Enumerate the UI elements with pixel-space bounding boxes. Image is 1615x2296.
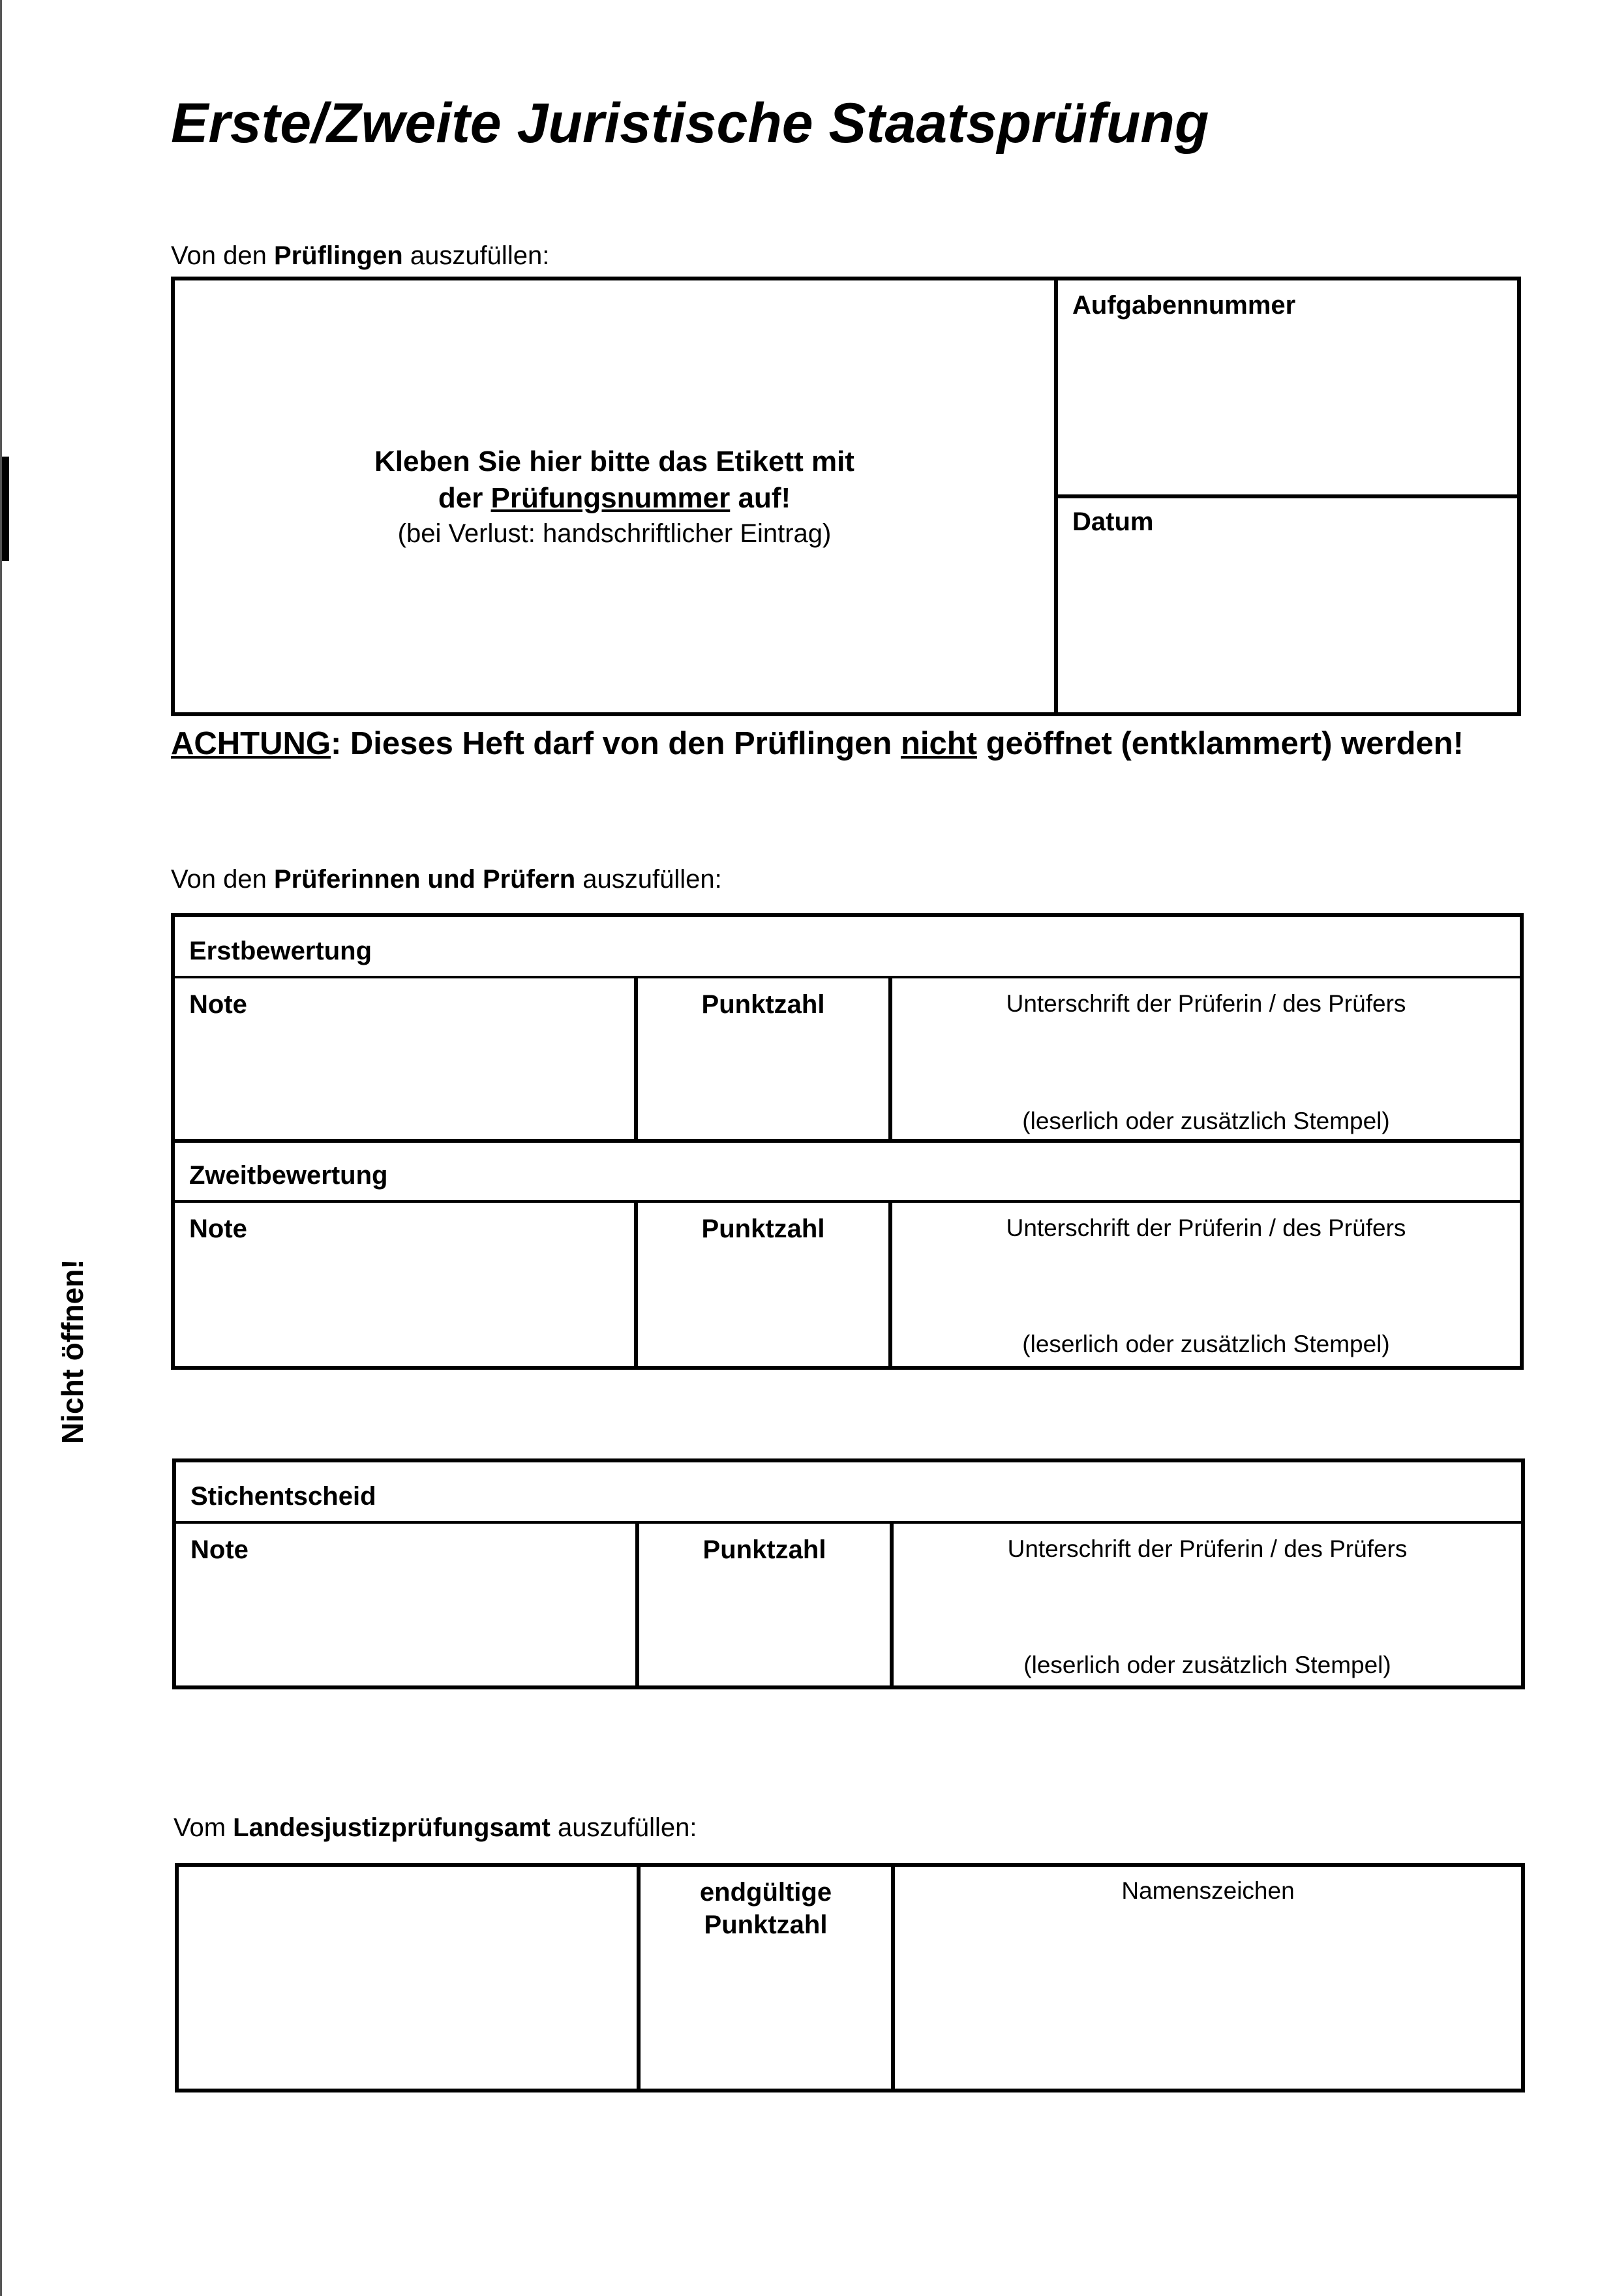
first-points-field[interactable] — [638, 978, 888, 1139]
tiebreak-signature-label: Unterschrift der Prüferin / des Prüfers — [1007, 1535, 1408, 1562]
scan-edge-mark — [0, 0, 2, 2296]
office-section-label: Vom Landesjustizprüfungsamt auszufüllen: — [174, 1813, 697, 1842]
examiner-section-label: Von den Prüferinnen und Prüfern auszufüllen: — [171, 865, 722, 894]
sticker-line-1: Kleben Sie hier bitte das Etikett mit — [374, 446, 854, 477]
second-points-field[interactable] — [638, 1203, 888, 1366]
tiebreak-signature-field[interactable] — [894, 1524, 1521, 1685]
task-number-label: Aufgabennummer — [1072, 291, 1296, 320]
second-signature-note: (leserlich oder zusätzlich Stempel) — [1022, 1331, 1390, 1357]
date-label: Datum — [1072, 507, 1154, 536]
first-points-label: Punktzahl — [701, 990, 825, 1019]
initials-label: Namenszeichen — [1121, 1877, 1295, 1904]
tiebreak-grade-field[interactable] — [176, 1524, 635, 1685]
divider — [171, 1139, 1524, 1143]
tiebreak-points-field[interactable] — [639, 1524, 890, 1685]
second-signature-label: Unterschrift der Prüferin / des Prüfers — [1006, 1215, 1406, 1241]
first-evaluation-heading: Erstbewertung — [189, 937, 372, 965]
second-grade-label: Note — [189, 1215, 247, 1243]
second-signature-field[interactable] — [892, 1203, 1520, 1366]
tiebreak-grade-label: Note — [190, 1535, 249, 1564]
office-blank-field[interactable] — [179, 1867, 637, 2089]
sticker-line-3: (bei Verlust: handschriftlicher Eintrag) — [397, 519, 832, 548]
warning-text: ACHTUNG: Dieses Heft darf von den Prüflingen nicht geöffnet (entklammert) werden! — [171, 726, 1464, 761]
first-grade-label: Note — [189, 990, 247, 1019]
second-points-label: Punktzahl — [701, 1215, 825, 1243]
sticker-instructions — [171, 444, 1058, 551]
side-note: Nicht öffnen! — [55, 1259, 89, 1444]
first-signature-field[interactable] — [892, 978, 1520, 1139]
first-grade-field[interactable] — [175, 978, 634, 1139]
final-points-line-2: Punktzahl — [704, 1911, 828, 1939]
tiebreak-points-label: Punktzahl — [702, 1535, 826, 1564]
final-points-line-1: endgültige — [699, 1878, 832, 1907]
tiebreak-signature-note: (leserlich oder zusätzlich Stempel) — [1023, 1652, 1391, 1678]
sticker-line-2: der Prüfungsnummer auf! — [438, 482, 791, 514]
candidate-section-label: Von den Prüflingen auszufüllen: — [171, 241, 550, 270]
second-evaluation-heading: Zweitbewertung — [189, 1161, 388, 1190]
first-signature-note: (leserlich oder zusätzlich Stempel) — [1022, 1108, 1390, 1134]
tiebreak-heading: Stichentscheid — [190, 1482, 376, 1511]
page-title: Erste/Zweite Juristische Staatsprüfung — [171, 92, 1209, 155]
second-grade-field[interactable] — [175, 1203, 634, 1366]
first-signature-label: Unterschrift der Prüferin / des Prüfers — [1006, 990, 1406, 1017]
initials-field[interactable] — [895, 1867, 1521, 2089]
final-points-field[interactable] — [641, 1867, 891, 2089]
